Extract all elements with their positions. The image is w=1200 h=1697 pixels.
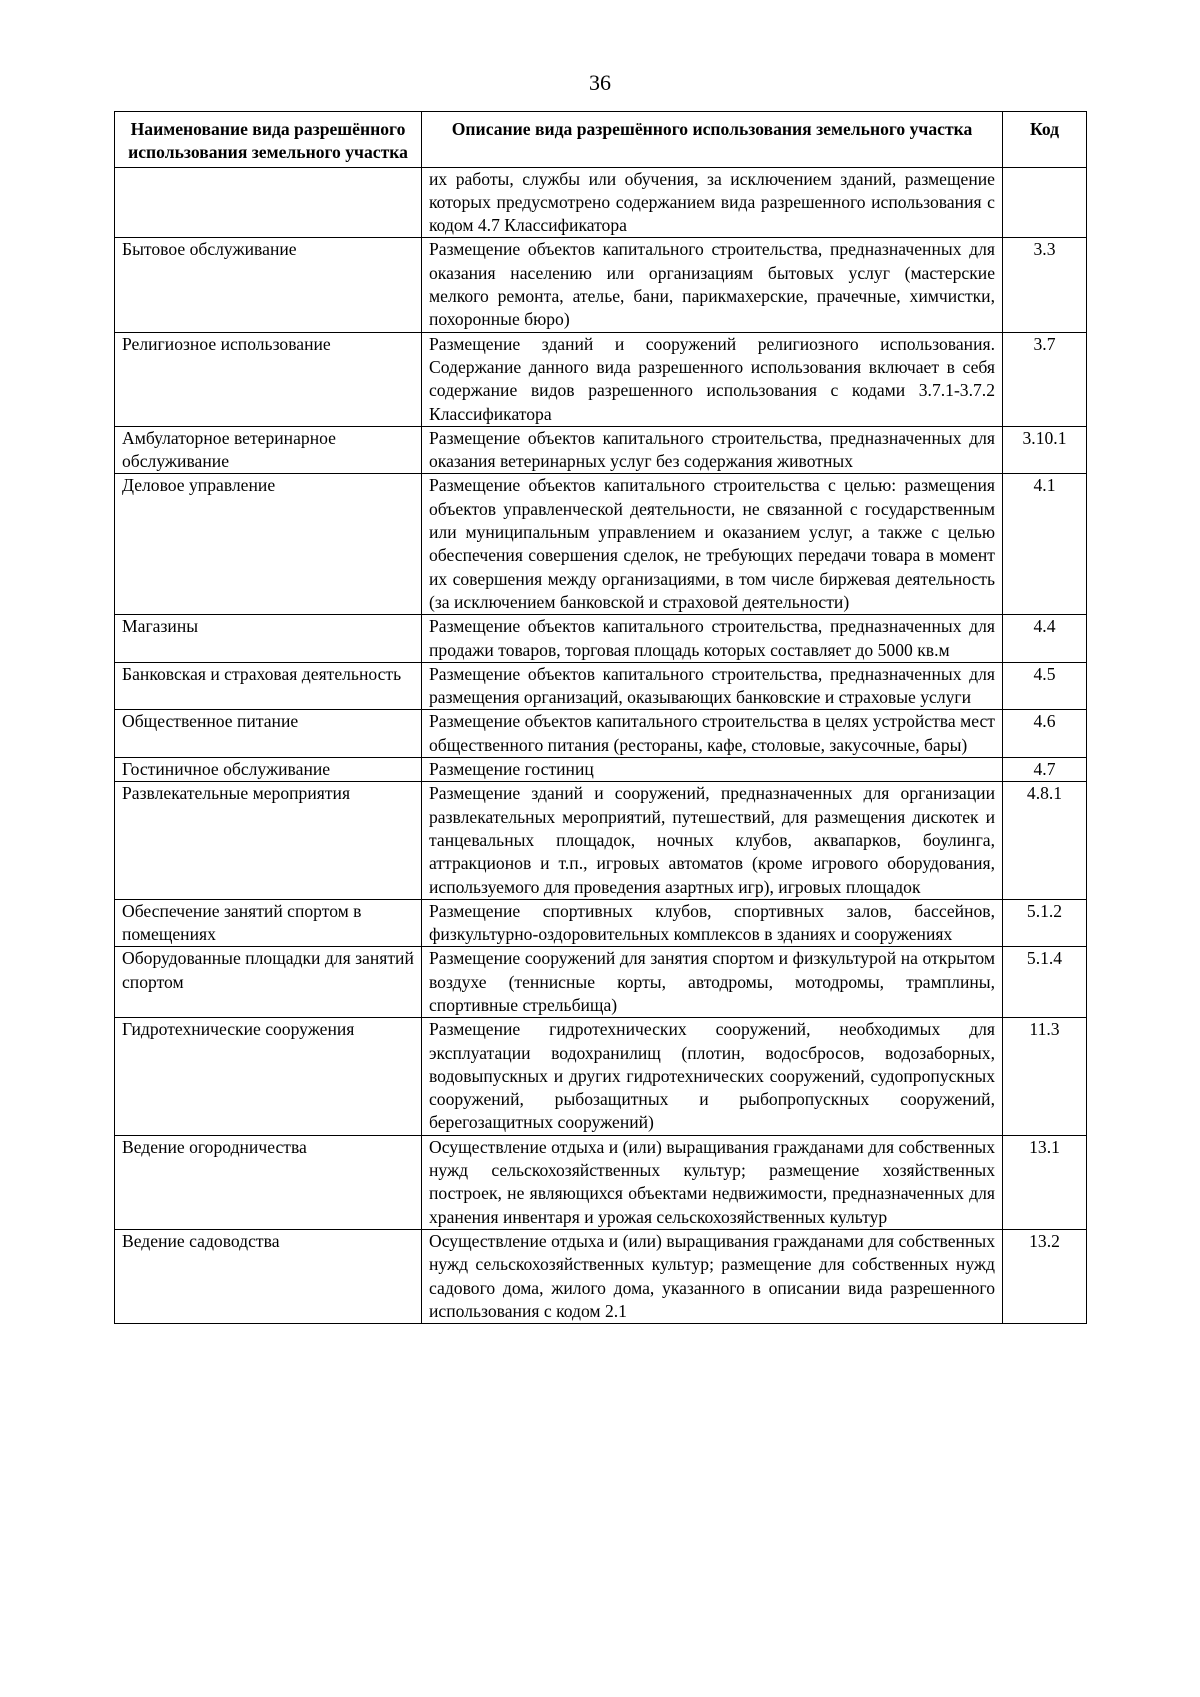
row-description: Размещение объектов капитального строительства, предназначенных для оказания ветеринарных услуг без содержания животных (422, 426, 1003, 474)
row-code: 5.1.4 (1003, 947, 1087, 1018)
land-use-table (114, 111, 1087, 1324)
row-description: Размещение гидротехнических сооружений, необходимых для эксплуатации водохранилищ (плотин, водосбросов, водозаборных, водовыпускных и других гидротехнических сооружений, судопропускных сооружений, рыбозащитных и рыбопропускных сооружений, берегозащитных сооружений) (422, 1018, 1003, 1135)
row-code: 5.1.2 (1003, 899, 1087, 947)
row-name: Общественное питание (115, 710, 422, 758)
table-body (115, 167, 1087, 1324)
row-name: Оборудованные площадки для занятий спортом (115, 947, 422, 1018)
row-name: Ведение огородничества (115, 1135, 422, 1229)
row-description: Размещение объектов капитального строительства, предназначенных для размещения организаций, оказывающих банковские и страховые услуги (422, 662, 1003, 710)
row-name: Деловое управление (115, 474, 422, 615)
row-name: Развлекательные мероприятия (115, 782, 422, 899)
row-code: 11.3 (1003, 1018, 1087, 1135)
table-row (115, 615, 1087, 663)
row-description: Размещение объектов капитального строительства с целью: размещения объектов управленческой деятельности, не связанной с государственным или муниципальным управлением и оказанием услуг, а также с целью обеспечения совершения сделок, не требующих передачи товара в момент их совершения между организациями, в том числе биржевая деятельность (за исключением банковской и страховой деятельности) (422, 474, 1003, 615)
row-code: 4.1 (1003, 474, 1087, 615)
row-name: Магазины (115, 615, 422, 663)
table-row (115, 332, 1087, 426)
table-header-row (115, 112, 1087, 168)
table-row (115, 947, 1087, 1018)
row-description: Размещение объектов капитального строительства, предназначенных для оказания населению или организациям бытовых услуг (мастерские мелкого ремонта, ателье, бани, парикмахерские, прачечные, химчистки, похоронные бюро) (422, 238, 1003, 332)
row-code: 4.5 (1003, 662, 1087, 710)
header-name: Наименование вида разрешённого использования земельного участка (115, 112, 422, 168)
row-code: 4.7 (1003, 758, 1087, 782)
header-description: Описание вида разрешённого использования земельного участка (422, 112, 1003, 168)
table-row (115, 758, 1087, 782)
row-description: Осуществление отдыха и (или) выращивания гражданами для собственных нужд сельскохозяйственных культур; размещение для собственных нужд садового дома, жилого дома, указанного в описании вида разрешенного использования с кодом 2.1 (422, 1229, 1003, 1323)
table-row (115, 710, 1087, 758)
row-description: Осуществление отдыха и (или) выращивания гражданами для собственных нужд сельскохозяйственных культур; размещение хозяйственных построек, не являющихся объектами недвижимости, предназначенных для хранения инвентаря и урожая сельскохозяйственных культур (422, 1135, 1003, 1229)
table-row (115, 782, 1087, 899)
table-row (115, 238, 1087, 332)
row-description: Размещение объектов капитального строительства, предназначенных для продажи товаров, торговая площадь которых составляет до 5000 кв.м (422, 615, 1003, 663)
page-number: 36 (589, 70, 611, 95)
table-row (115, 1135, 1087, 1229)
row-description: Размещение сооружений для занятия спортом и физкультурой на открытом воздухе (теннисные корты, автодромы, мотодромы, трамплины, спортивные стрельбища) (422, 947, 1003, 1018)
header-code: Код (1003, 112, 1087, 168)
table-row (115, 1229, 1087, 1323)
table-row (115, 1018, 1087, 1135)
table-row (115, 899, 1087, 947)
row-name: Амбулаторное ветеринарное обслуживание (115, 426, 422, 474)
row-description: Размещение гостиниц (422, 758, 1003, 782)
row-code: 4.4 (1003, 615, 1087, 663)
row-code: 13.2 (1003, 1229, 1087, 1323)
row-name: Гидротехнические сооружения (115, 1018, 422, 1135)
table-row (115, 167, 1087, 238)
table-row (115, 426, 1087, 474)
row-code: 3.3 (1003, 238, 1087, 332)
row-name (115, 167, 422, 238)
row-name: Обеспечение занятий спортом в помещениях (115, 899, 422, 947)
row-code: 13.1 (1003, 1135, 1087, 1229)
row-name: Банковская и страховая деятельность (115, 662, 422, 710)
row-code: 4.8.1 (1003, 782, 1087, 899)
row-description: их работы, службы или обучения, за исключением зданий, размещение которых предусмотрено содержанием вида разрешенного использования с кодом 4.7 Классификатора (422, 167, 1003, 238)
row-name: Гостиничное обслуживание (115, 758, 422, 782)
row-description: Размещение спортивных клубов, спортивных залов, бассейнов, физкультурно-оздоровительных комплексов в зданиях и сооружениях (422, 899, 1003, 947)
row-code: 3.7 (1003, 332, 1087, 426)
row-description: Размещение зданий и сооружений религиозного использования. Содержание данного вида разрешенного использования включает в себя содержание видов разрешенного использования с кодами 3.7.1-3.7.2 Классификатора (422, 332, 1003, 426)
row-code: 3.10.1 (1003, 426, 1087, 474)
row-code (1003, 167, 1087, 238)
row-description: Размещение объектов капитального строительства в целях устройства мест общественного питания (рестораны, кафе, столовые, закусочные, бары) (422, 710, 1003, 758)
row-name: Религиозное использование (115, 332, 422, 426)
row-description: Размещение зданий и сооружений, предназначенных для организации развлекательных мероприятий, путешествий, для размещения дискотек и танцевальных площадок, ночных клубов, аквапарков, боулинга, аттракционов и т.п., игровых автоматов (кроме игрового оборудования, используемого для проведения азартных игр), игровых площадок (422, 782, 1003, 899)
row-name: Ведение садоводства (115, 1229, 422, 1323)
table-row (115, 474, 1087, 615)
row-name: Бытовое обслуживание (115, 238, 422, 332)
table-row (115, 662, 1087, 710)
row-code: 4.6 (1003, 710, 1087, 758)
